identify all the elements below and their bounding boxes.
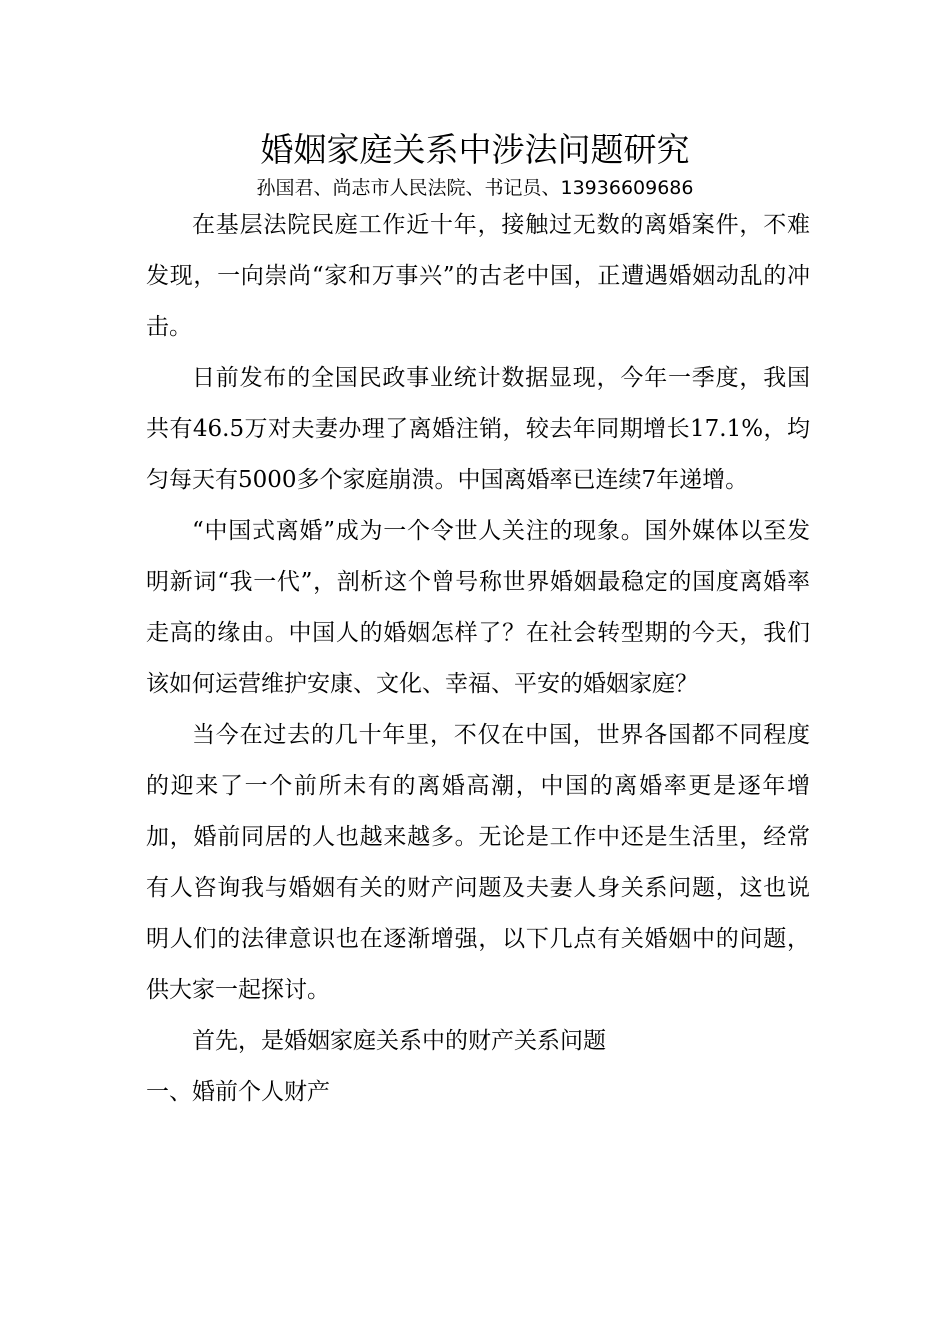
paragraph-4: 当今在过去的几十年里，不仅在中国，世界各国都不同程度的迎来了一个前所未有的离婚高潮，中国的离婚率更是逐年增加，婚前同居的人也越来越多。无论是工作中还是生活里，经常有人咨询我与婚姻有关的财产问题及夫妻人身关系问题，这也说明人们的法律意识也在逐渐增强，以下几点有关婚姻中的问题，供大家一起探讨。 (146, 722, 810, 1003)
paragraph-2: 日前发布的全国民政事业统计数据显现，今年一季度，我国共有46.5万对夫妻办理了离婚注销，较去年同期增长17.1%，均匀每天有5000多个家庭崩溃。中国离婚率已连续7年递增。 (146, 365, 810, 493)
paragraph-1: 在基层法院民庭工作近十年，接触过无数的离婚案件，不难发现，一向崇尚“家和万事兴”的古老中国，正遭遇婚姻动乱的冲击。 (146, 212, 810, 340)
paragraph-5: 首先，是婚姻家庭关系中的财产关系问题 (192, 1028, 606, 1054)
document-title: 婚姻家庭关系中涉法问题研究 (260, 130, 690, 169)
author-line: 孙国君、尚志市人民法院、书记员、13936609686 (256, 177, 694, 199)
document-body (146, 200, 810, 1118)
section-heading: 一、婚前个人财产 (146, 1079, 330, 1105)
paragraph-3: “中国式离婚”成为一个令世人关注的现象。国外媒体以至发明新词“我一代”，剖析这个曾号称世界婚姻最稳定的国度离婚率走高的缘由。中国人的婚姻怎样了？在社会转型期的今天，我们该如何运营维护安康、文化、幸福、平安的婚姻家庭？ (146, 518, 810, 697)
